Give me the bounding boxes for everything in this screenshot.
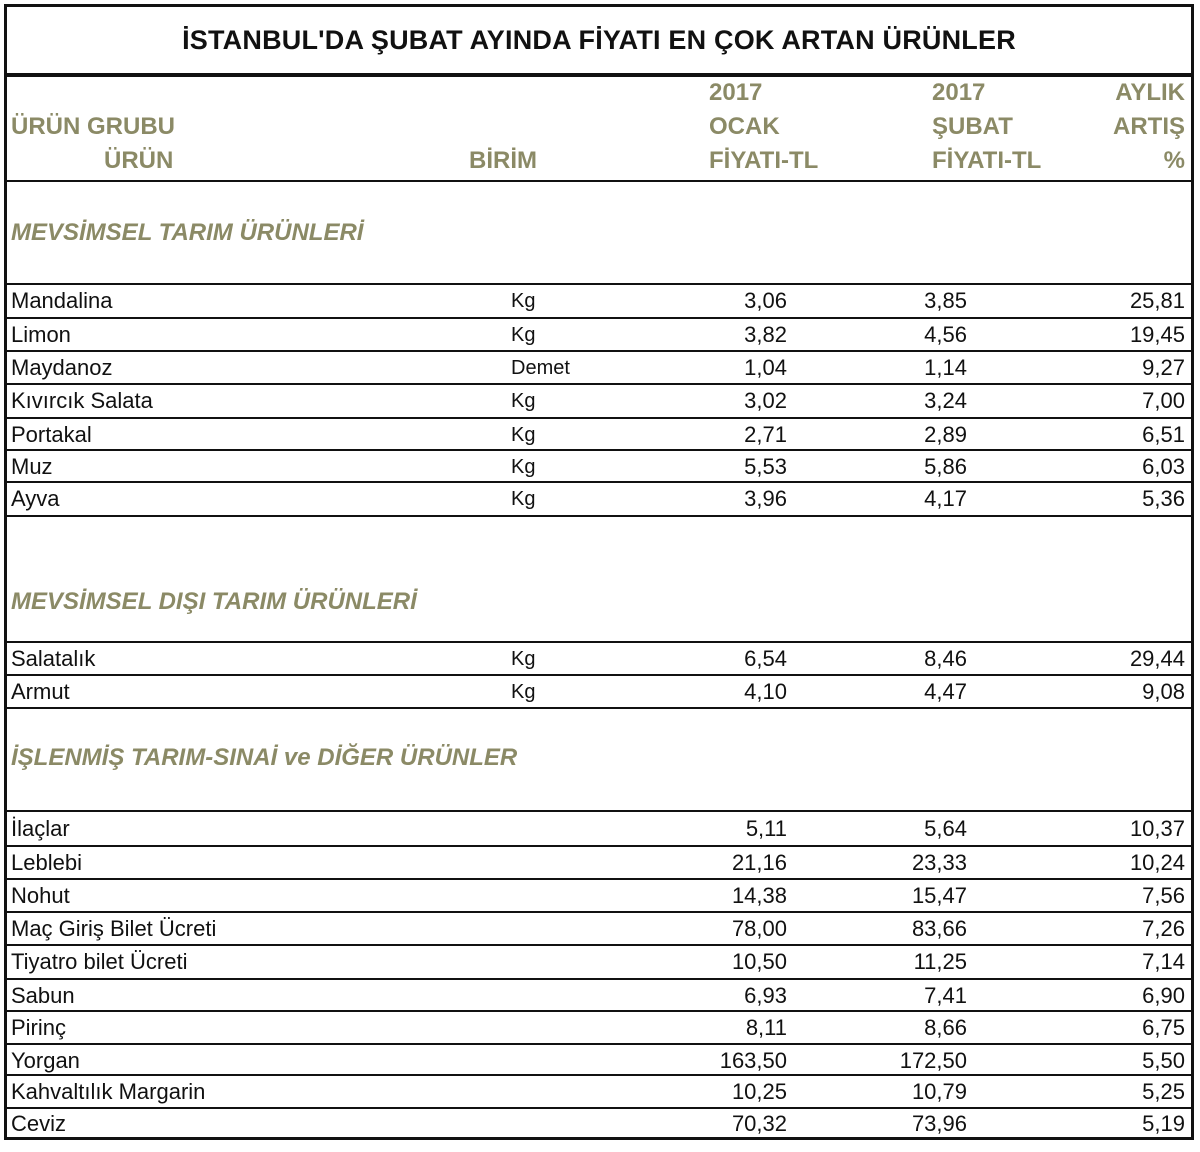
price-subat: 5,64 (924, 816, 967, 841)
product-name: Kıvırcık Salata (11, 388, 153, 413)
monthly-increase: 5,50 (1142, 1048, 1185, 1073)
header-subat-month: ŞUBAT (932, 113, 1013, 140)
table-row (7, 913, 1191, 945)
price-subat: 83,66 (911, 916, 967, 941)
monthly-increase: 9,27 (1142, 355, 1185, 380)
price-ocak: 6,54 (744, 646, 787, 671)
monthly-increase: 7,56 (1142, 883, 1185, 908)
price-ocak: 2,71 (744, 422, 787, 447)
product-name: Kahvaltılık Margarin (11, 1079, 206, 1104)
price-ocak: 163,50 (719, 1048, 787, 1073)
price-subat: 7,41 (924, 983, 967, 1008)
unit: Kg (511, 681, 536, 703)
monthly-increase: 10,24 (1129, 850, 1185, 875)
product-name: Armut (11, 679, 70, 704)
product-name: Ceviz (11, 1111, 67, 1136)
unit: Kg (511, 424, 536, 446)
price-subat: 4,56 (924, 322, 967, 347)
price-ocak: 70,32 (731, 1111, 787, 1136)
table-row (7, 980, 1191, 1012)
product-name: Muz (11, 454, 53, 479)
section-title: MEVSİMSEL DIŞI TARIM ÜRÜNLERİ (11, 588, 417, 615)
price-ocak: 3,02 (744, 388, 787, 413)
table-row (7, 385, 1191, 417)
section-divider (7, 810, 1191, 812)
unit: Kg (511, 488, 536, 510)
price-ocak: 21,16 (731, 850, 787, 875)
table-row (7, 847, 1191, 879)
table-row (7, 813, 1191, 845)
product-name: Limon (11, 322, 71, 347)
product-name: İlaçlar (11, 816, 70, 841)
header-birim: BİRİM (469, 147, 537, 174)
price-subat: 23,33 (911, 850, 967, 875)
section-title: MEVSİMSEL TARIM ÜRÜNLERİ (11, 219, 364, 246)
price-subat: 3,24 (924, 388, 967, 413)
price-ocak: 8,11 (745, 1015, 787, 1040)
table-row (7, 643, 1191, 675)
monthly-increase: 6,03 (1142, 454, 1185, 479)
price-subat: 5,86 (924, 454, 967, 479)
monthly-increase: 5,36 (1142, 486, 1185, 511)
monthly-increase: 5,25 (1142, 1079, 1185, 1104)
product-name: Yorgan (11, 1048, 80, 1073)
header-artis-1: AYLIK (1115, 79, 1185, 106)
price-ocak: 10,50 (731, 949, 787, 974)
header-artis-3: % (1163, 147, 1185, 174)
table-row (7, 419, 1191, 451)
product-name: Ayva (11, 486, 60, 511)
product-name: Leblebi (11, 850, 82, 875)
row-divider (7, 515, 1191, 517)
monthly-increase: 9,08 (1142, 679, 1185, 704)
unit: Kg (511, 390, 536, 412)
section-title: İŞLENMİŞ TARIM-SINAİ ve DİĞER ÜRÜNLER (11, 744, 518, 771)
table-row (7, 1108, 1191, 1140)
product-name: Maydanoz (11, 355, 113, 380)
header-ocak-year: 2017 (709, 79, 763, 106)
monthly-increase: 7,14 (1142, 949, 1185, 974)
product-name: Nohut (11, 883, 70, 908)
product-name: Salatalık (11, 646, 96, 671)
header-subat-year: 2017 (932, 79, 986, 106)
header-ocak-month: OCAK (709, 113, 780, 140)
unit: Demet (511, 357, 570, 379)
unit: Kg (511, 324, 536, 346)
price-subat: 73,96 (911, 1111, 967, 1136)
table-row (7, 483, 1191, 515)
table-row (7, 352, 1191, 384)
table-row (7, 1076, 1191, 1108)
price-ocak: 1,04 (744, 355, 787, 380)
price-subat: 11,25 (913, 949, 967, 974)
price-subat: 15,47 (911, 883, 967, 908)
product-name: Pirinç (11, 1015, 67, 1040)
product-name: Tiyatro bilet Ücreti (11, 949, 188, 974)
price-ocak: 5,11 (745, 816, 787, 841)
price-subat: 10,79 (911, 1079, 967, 1104)
unit: Kg (511, 648, 536, 670)
price-ocak: 10,25 (731, 1079, 787, 1104)
table-title: İSTANBUL'DA ŞUBAT AYINDA FİYATI EN ÇOK ARTAN ÜRÜNLER (7, 7, 1191, 77)
price-table (4, 4, 1194, 1140)
header-divider (7, 180, 1191, 182)
table-row (7, 319, 1191, 351)
price-subat: 8,46 (924, 646, 967, 671)
product-name: Maç Giriş Bilet Ücreti (11, 916, 217, 941)
table-row (7, 880, 1191, 912)
price-ocak: 3,82 (744, 322, 787, 347)
product-name: Sabun (11, 983, 75, 1008)
monthly-increase: 7,26 (1142, 916, 1185, 941)
table-row (7, 1045, 1191, 1077)
monthly-increase: 5,19 (1142, 1111, 1185, 1136)
price-ocak: 6,93 (744, 983, 787, 1008)
monthly-increase: 25,81 (1129, 288, 1185, 313)
table-row (7, 1012, 1191, 1044)
price-subat: 8,66 (924, 1015, 967, 1040)
product-name: Mandalina (11, 288, 113, 313)
table-row (7, 451, 1191, 483)
monthly-increase: 10,37 (1129, 816, 1185, 841)
monthly-increase: 6,90 (1142, 983, 1185, 1008)
price-ocak: 3,06 (744, 288, 787, 313)
monthly-increase: 7,00 (1142, 388, 1185, 413)
price-subat: 172,50 (899, 1048, 967, 1073)
monthly-increase: 19,45 (1129, 322, 1185, 347)
price-subat: 4,17 (924, 486, 967, 511)
header-ocak-price: FİYATI-TL (709, 147, 819, 174)
price-subat: 3,85 (924, 288, 967, 313)
price-subat: 4,47 (924, 679, 967, 704)
header-urun: ÜRÜN (104, 147, 174, 174)
header-artis-2: ARTIŞ (1113, 113, 1185, 140)
monthly-increase: 29,44 (1129, 646, 1185, 671)
monthly-increase: 6,51 (1142, 422, 1185, 447)
price-ocak: 3,96 (744, 486, 787, 511)
table-row (7, 285, 1191, 317)
unit: Kg (511, 456, 536, 478)
unit: Kg (511, 290, 536, 312)
price-subat: 1,14 (924, 355, 967, 380)
price-ocak: 4,10 (744, 679, 787, 704)
table-row (7, 946, 1191, 978)
product-name: Portakal (11, 422, 92, 447)
price-subat: 2,89 (924, 422, 967, 447)
monthly-increase: 6,75 (1142, 1015, 1185, 1040)
header-subat-price: FİYATI-TL (932, 147, 1042, 174)
price-ocak: 5,53 (744, 454, 787, 479)
row-divider (7, 707, 1191, 709)
price-ocak: 78,00 (731, 916, 787, 941)
table-row (7, 676, 1191, 708)
header-urun-grubu: ÜRÜN GRUBU (11, 113, 175, 140)
price-ocak: 14,38 (731, 883, 787, 908)
